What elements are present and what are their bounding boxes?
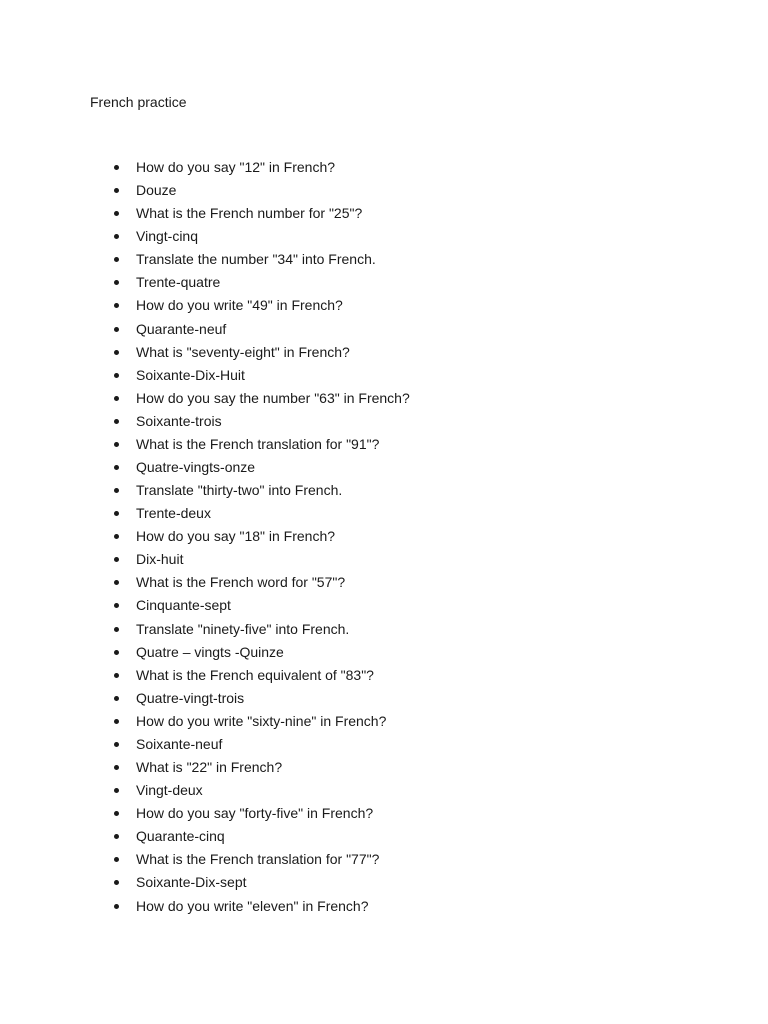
bullet-icon: [114, 234, 119, 239]
list-item-text: Quatre – vingts -Quinze: [136, 643, 284, 660]
bullet-icon: [114, 742, 119, 747]
list-item-text: Dix-huit: [136, 551, 184, 568]
bullet-icon: [114, 696, 119, 701]
list-item: [0, 779, 768, 802]
list-item: [0, 594, 768, 617]
list-item-text: How do you say "12" in French?: [136, 159, 336, 175]
list-item: [0, 756, 768, 779]
list-item-text: Translate the number "34" into French.: [136, 251, 376, 268]
list-item-text: How do you write "sixty-nine" in French?: [136, 712, 387, 729]
list-item: [0, 895, 768, 918]
bullet-icon: [114, 603, 119, 608]
bullet-icon: [114, 557, 119, 562]
bullet-icon: [114, 211, 119, 216]
bullet-icon: [114, 396, 119, 401]
bullet-list: [0, 156, 768, 918]
list-item-text: How do you say "forty-five" in French?: [136, 805, 374, 822]
list-item-text: Vingt-cinq: [136, 228, 199, 245]
list-item: [0, 341, 768, 364]
list-item: [0, 387, 768, 410]
list-item-text: What is "22" in French?: [136, 759, 283, 776]
list-item: [0, 364, 768, 387]
bullet-icon: [114, 788, 119, 793]
bullet-icon: [114, 719, 119, 724]
bullet-icon: [114, 511, 119, 516]
bullet-icon: [114, 257, 119, 262]
list-item: [0, 479, 768, 502]
bullet-icon: [114, 765, 119, 770]
list-item-text: Douze: [136, 182, 177, 199]
list-item: [0, 248, 768, 271]
bullet-icon: [114, 880, 119, 885]
list-item: [0, 318, 768, 341]
bullet-icon: [114, 488, 119, 493]
list-item-text: Quatre-vingt-trois: [136, 689, 245, 706]
list-item-text: Quarante-neuf: [136, 320, 227, 337]
list-item: [0, 618, 768, 641]
list-item-text: What is the French translation for "77"?: [136, 851, 380, 868]
bullet-icon: [114, 834, 119, 839]
list-item-text: Trente-quatre: [136, 274, 221, 291]
bullet-icon: [114, 650, 119, 655]
bullet-icon: [114, 534, 119, 539]
bullet-icon: [114, 442, 119, 447]
list-item: [0, 571, 768, 594]
list-item-text: Soixante-Dix-Huit: [136, 366, 245, 383]
list-item-text: Translate "ninety-five" into French.: [136, 620, 350, 637]
list-item-text: What is the French number for "25"?: [136, 205, 363, 222]
list-item: [0, 202, 768, 225]
list-item-text: What is the French word for "57"?: [136, 574, 346, 591]
bullet-icon: [114, 904, 119, 909]
list-item-text: What is "seventy-eight" in French?: [136, 343, 350, 360]
list-item: [0, 687, 768, 710]
list-item-text: Soixante-trois: [136, 412, 222, 429]
list-item-text: How do you write "eleven" in French?: [136, 897, 369, 914]
list-item-text: Vingt-deux: [136, 782, 203, 799]
bullet-icon: [114, 350, 119, 355]
list-item: [0, 179, 768, 202]
list-item: [0, 848, 768, 871]
list-item: [0, 641, 768, 664]
list-item: [0, 225, 768, 248]
list-item: [0, 710, 768, 733]
bullet-icon: [114, 188, 119, 193]
list-item-text: What is the French translation for "91"?: [136, 435, 380, 452]
list-item: [0, 733, 768, 756]
bullet-icon: [114, 857, 119, 862]
list-item: [0, 548, 768, 571]
list-item: [0, 271, 768, 294]
list-item: [0, 664, 768, 687]
list-item: [0, 871, 768, 894]
list-item-text: Quarante-cinq: [136, 828, 225, 845]
list-item: [0, 156, 768, 179]
list-item: [0, 433, 768, 456]
bullet-icon: [114, 327, 119, 332]
bullet-icon: [114, 373, 119, 378]
list-item-text: Quatre-vingts-onze: [136, 459, 256, 476]
list-item: [0, 410, 768, 433]
list-item: [0, 502, 768, 525]
list-item: [0, 525, 768, 548]
list-item: [0, 456, 768, 479]
list-item-text: How do you say "18" in French?: [136, 528, 336, 545]
list-item-text: How do you say the number "63" in French?: [136, 389, 410, 406]
bullet-icon: [114, 465, 119, 470]
bullet-icon: [114, 627, 119, 632]
list-item-text: Cinquante-sept: [136, 597, 231, 614]
list-item-text: How do you write "49" in French?: [136, 297, 343, 314]
bullet-icon: [114, 280, 119, 285]
list-item-text: What is the French equivalent of "83"?: [136, 666, 374, 683]
list-item: [0, 825, 768, 848]
bullet-icon: [114, 303, 119, 308]
bullet-icon: [114, 811, 119, 816]
bullet-icon: [114, 580, 119, 585]
bullet-icon: [114, 673, 119, 678]
list-item: [0, 802, 768, 825]
list-item: [0, 294, 768, 317]
list-item-text: Soixante-neuf: [136, 735, 223, 752]
bullet-icon: [114, 419, 119, 424]
list-item-text: Trente-deux: [136, 505, 211, 522]
document-title: French practice: [90, 94, 187, 110]
list-item-text: Translate "thirty-two" into French.: [136, 482, 343, 499]
list-item-text: Soixante-Dix-sept: [136, 874, 247, 891]
bullet-icon: [114, 165, 119, 170]
